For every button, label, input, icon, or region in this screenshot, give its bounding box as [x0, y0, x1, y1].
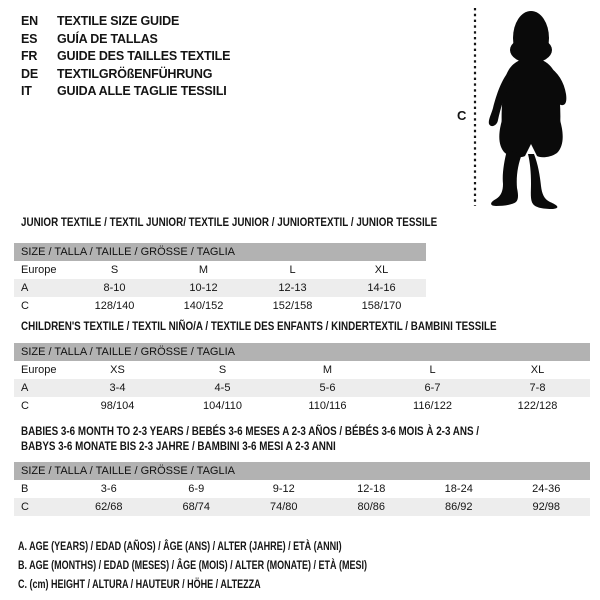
junior-size-table	[14, 243, 426, 315]
size-value-cell: 9-12	[272, 483, 295, 495]
footnote-a: A. AGE (YEARS) / EDAD (AÑOS) / ÂGE (ANS) / ALTER (JAHRE) / ETÀ (ANNI)	[18, 539, 342, 553]
size-value-cell: 92/98	[532, 501, 561, 513]
size-value-cell: S	[110, 264, 119, 276]
size-value-cell: M	[322, 364, 333, 376]
height-marker-label: C	[457, 108, 467, 123]
size-value-cell: 12-18	[357, 483, 386, 495]
size-header-bar: SIZE / TALLA / TAILLE / GRÖSSE / TAGLIA	[14, 343, 590, 361]
lang-label: GUIDA ALLE TAGLIE TESSILI	[57, 84, 227, 98]
size-value-cell: 128/140	[94, 300, 135, 312]
lang-label: TEXTILGRÖßENFÜHRUNG	[57, 66, 213, 81]
lang-row-es	[21, 31, 230, 49]
size-value-cell: 8-10	[103, 282, 126, 294]
size-value-cell: 122/128	[517, 400, 558, 412]
language-guide-list	[21, 13, 230, 101]
lang-row-it	[21, 83, 230, 101]
junior-table-title	[21, 215, 529, 230]
size-value-cell: 18-24	[444, 483, 473, 495]
babies-size-table	[14, 462, 590, 516]
size-value-cell: 14-16	[367, 282, 396, 294]
baby-silhouette	[489, 11, 567, 209]
size-value-cell: L	[429, 364, 436, 376]
table-row	[14, 261, 426, 279]
size-value-cell: XS	[110, 364, 125, 376]
footnotes	[18, 537, 483, 594]
babies-title-line1: BABIES 3-6 MONTH TO 2-3 YEARS / BEBÉS 3-6 MESES A 2-3 AÑOS / BÉBÉS 3-6 MOIS À 2-3 ANS /	[21, 424, 480, 438]
size-value-cell: 110/116	[308, 400, 347, 412]
table-row	[14, 297, 426, 315]
lang-label: TEXTILE SIZE GUIDE	[57, 14, 180, 28]
size-value-cell: 86/92	[444, 501, 473, 513]
table-row	[14, 498, 590, 516]
size-value-cell: 7-8	[529, 382, 546, 394]
size-value-cell: L	[289, 264, 296, 276]
size-value-cell: 6-7	[424, 382, 441, 394]
size-value-cell: XL	[530, 364, 545, 376]
size-header-bar: SIZE / TALLA / TAILLE / GRÖSSE / TAGLIA	[14, 462, 590, 480]
row-label-cell: A	[21, 382, 29, 394]
size-value-cell: 6-9	[188, 483, 205, 495]
babies-title-line2: BABYS 3-6 MONATE BIS 2-3 JAHRE / BAMBINI 3-6 MESI A 2-3 ANNI	[21, 439, 336, 453]
babies-table-title	[21, 424, 580, 454]
size-value-cell: 152/158	[272, 300, 313, 312]
size-value-cell: 74/80	[269, 501, 298, 513]
lang-code: IT	[21, 84, 32, 98]
junior-title-text: JUNIOR TEXTILE / TEXTIL JUNIOR/ TEXTILE JUNIOR / JUNIORTEXTIL / JUNIOR TESSILE	[21, 215, 438, 229]
size-value-cell: S	[218, 364, 227, 376]
row-label-cell: C	[21, 300, 29, 312]
lang-label: GUIDE DES TAILLES TEXTILE	[57, 49, 231, 63]
children-title-text: CHILDREN'S TEXTILE / TEXTIL NIÑO/A / TEXTILE DES ENFANTS / KINDERTEXTIL / BAMBINI TESSILE	[21, 319, 497, 333]
children-size-table	[14, 343, 590, 415]
size-value-cell: 68/74	[182, 501, 211, 513]
size-value-cell: 12-13	[278, 282, 307, 294]
size-value-cell: 80/86	[357, 501, 386, 513]
lang-code: DE	[21, 66, 38, 81]
lang-code: ES	[21, 31, 38, 46]
size-value-cell: 4-5	[214, 382, 231, 394]
size-header-bar: SIZE / TALLA / TAILLE / GRÖSSE / TAGLIA	[14, 243, 426, 261]
lang-row-de	[21, 66, 230, 84]
size-value-cell: 104/110	[203, 400, 242, 412]
lang-code: EN	[21, 14, 38, 28]
size-value-cell: 116/122	[413, 400, 452, 412]
lang-label: GUÍA DE TALLAS	[57, 31, 158, 46]
footnote-b: B. AGE (MONTHS) / EDAD (MESES) / ÂGE (MOIS) / ALTER (MONATE) / ETÀ (MESI)	[18, 558, 367, 572]
size-value-cell: 10-12	[189, 282, 218, 294]
lang-row-fr	[21, 48, 230, 66]
row-label-cell: C	[21, 501, 29, 513]
size-value-cell: 3-6	[100, 483, 117, 495]
lang-code: FR	[21, 49, 38, 63]
row-label-cell: Europe	[21, 364, 57, 376]
size-value-cell: XL	[374, 264, 389, 276]
table-row	[14, 361, 590, 379]
size-value-cell: 98/104	[100, 400, 135, 412]
size-value-cell: 5-6	[319, 382, 336, 394]
table-row	[14, 379, 590, 397]
size-value-cell: 62/68	[94, 501, 123, 513]
row-label-cell: B	[21, 483, 29, 495]
table-row	[14, 397, 590, 415]
size-value-cell: 3-4	[109, 382, 126, 394]
row-label-cell: C	[21, 400, 29, 412]
lang-row-en	[21, 13, 230, 31]
row-label-cell: Europe	[21, 264, 57, 276]
row-label-cell: A	[21, 282, 29, 294]
height-figure	[440, 0, 600, 215]
footnote-c: C. (cm) HEIGHT / ALTURA / HAUTEUR / HÖHE / ALTEZZA	[18, 577, 261, 591]
size-value-cell: 140/152	[183, 300, 224, 312]
table-row	[14, 279, 426, 297]
children-table-title	[21, 319, 600, 334]
size-value-cell: 158/170	[361, 300, 402, 312]
table-row	[14, 480, 590, 498]
size-value-cell: M	[198, 264, 209, 276]
size-value-cell: 24-36	[532, 483, 561, 495]
